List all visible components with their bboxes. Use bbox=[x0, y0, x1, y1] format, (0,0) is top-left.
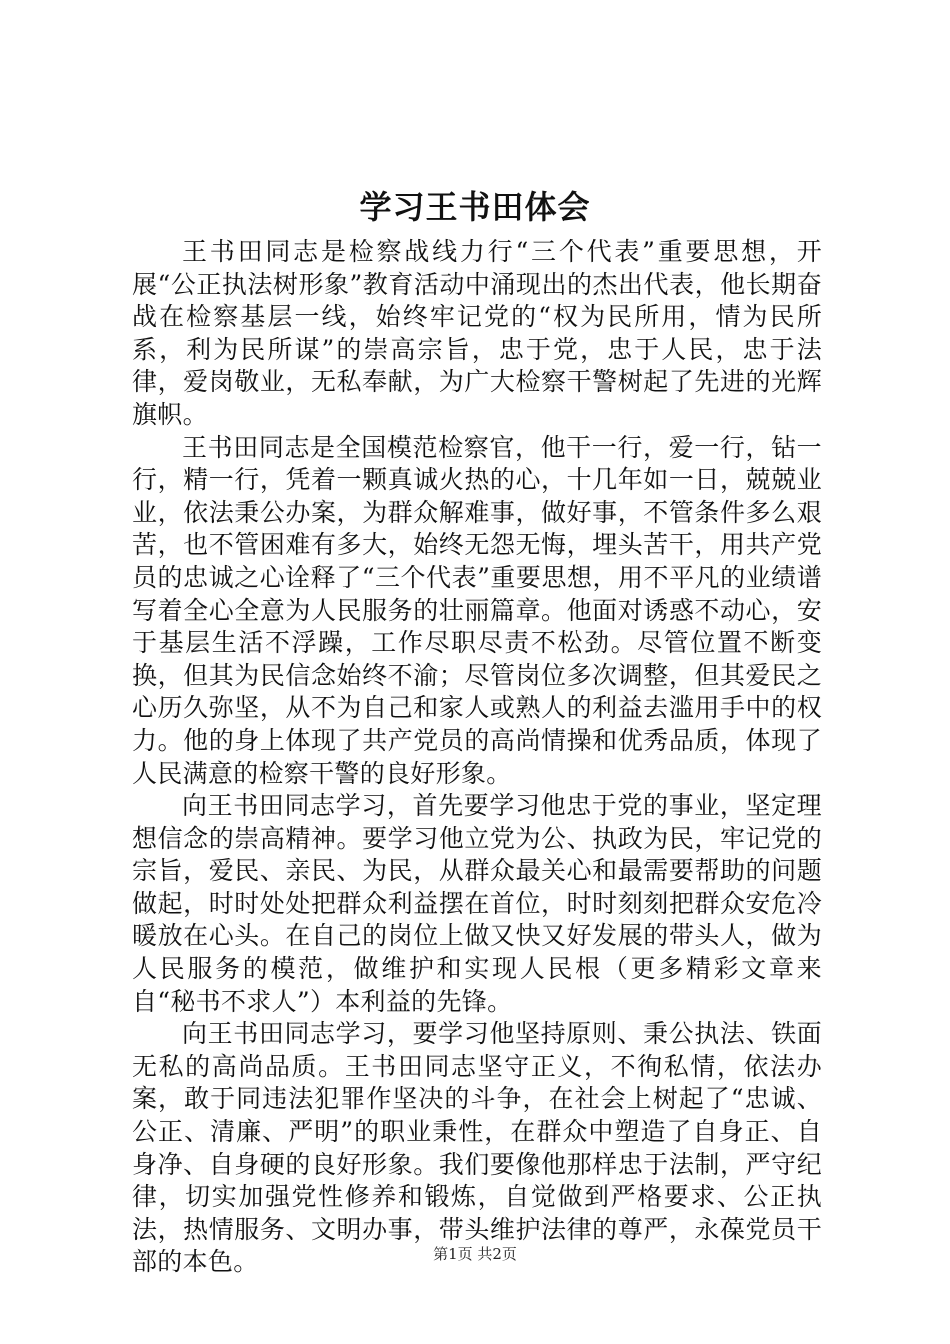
paragraph: 向王书田同志学习，首先要学习他忠于党的事业，坚定理想信念的崇高精神。要学习他立党为公、执政为民，牢记党的宗旨，爱民、亲民、为民，从群众最关心和最需要帮助的问题做起，时时处处把群众利益摆在首位，时时刻刻把群众安危冷暖放在心头。在自己的岗位上做又快又好发展的带头人，做为人民服务的模范，做维护和实现人民根（更多精彩文章来自“秘书不求人”）本利益的先锋。 bbox=[132, 791, 822, 1016]
document-title: 学习王书田体会 bbox=[359, 188, 591, 226]
page-number-footer: 第1页 共2页 bbox=[433, 1245, 517, 1263]
paragraph: 王书田同志是检察战线力行“三个代表”重要思想，开展“公正执法树形象”教育活动中涌现出的杰出代表，他长期奋战在检察基层一线，始终牢记党的“权为民所用，情为民所系，利为民所谋”的崇高宗旨，忠于党，忠于人民，忠于法律，爱岗敬业，无私奉献，为广大检察干警树起了先进的光辉旗帜。 bbox=[132, 237, 822, 429]
paragraph: 王书田同志是全国模范检察官，他干一行，爱一行，钻一行，精一行，凭着一颗真诚火热的心，十几年如一日，兢兢业业，依法秉公办案，为群众解难事，做好事，不管条件多么艰苦，也不管困难有多大，始终无怨无悔，埋头苦干，用共产党员的忠诚之心诠释了“三个代表”重要思想，用不平凡的业绩谱写着全心全意为人民服务的壮丽篇章。他面对诱惑不动心，安于基层生活不浮躁，工作尽职尽责不松劲。尽管位置不断变换，但其为民信念始终不渝；尽管岗位多次调整，但其爱民之心历久弥坚，从不为自己和家人或熟人的利益去滥用手中的权力。他的身上体现了共产党员的高尚情操和优秀品质，体现了人民满意的检察干警的良好形象。 bbox=[132, 432, 822, 788]
paragraph: 向王书田同志学习，要学习他坚持原则、秉公执法、铁面无私的高尚品质。王书田同志坚守正义，不徇私情，依法办案，敢于同违法犯罪作坚决的斗争，在社会上树起了“忠诚、公正、清廉、严明”的职业秉性，在群众中塑造了自身正、自身净、自身硬的良好形象。我们要像他那样忠于法制，严守纪律，切实加强党性修养和锻炼，自觉做到严格要求、公正执法，热情服务、文明办事，带头维护法律的尊严，永葆党员干部的本色。 bbox=[132, 1019, 822, 1277]
document-body bbox=[132, 236, 822, 1279]
